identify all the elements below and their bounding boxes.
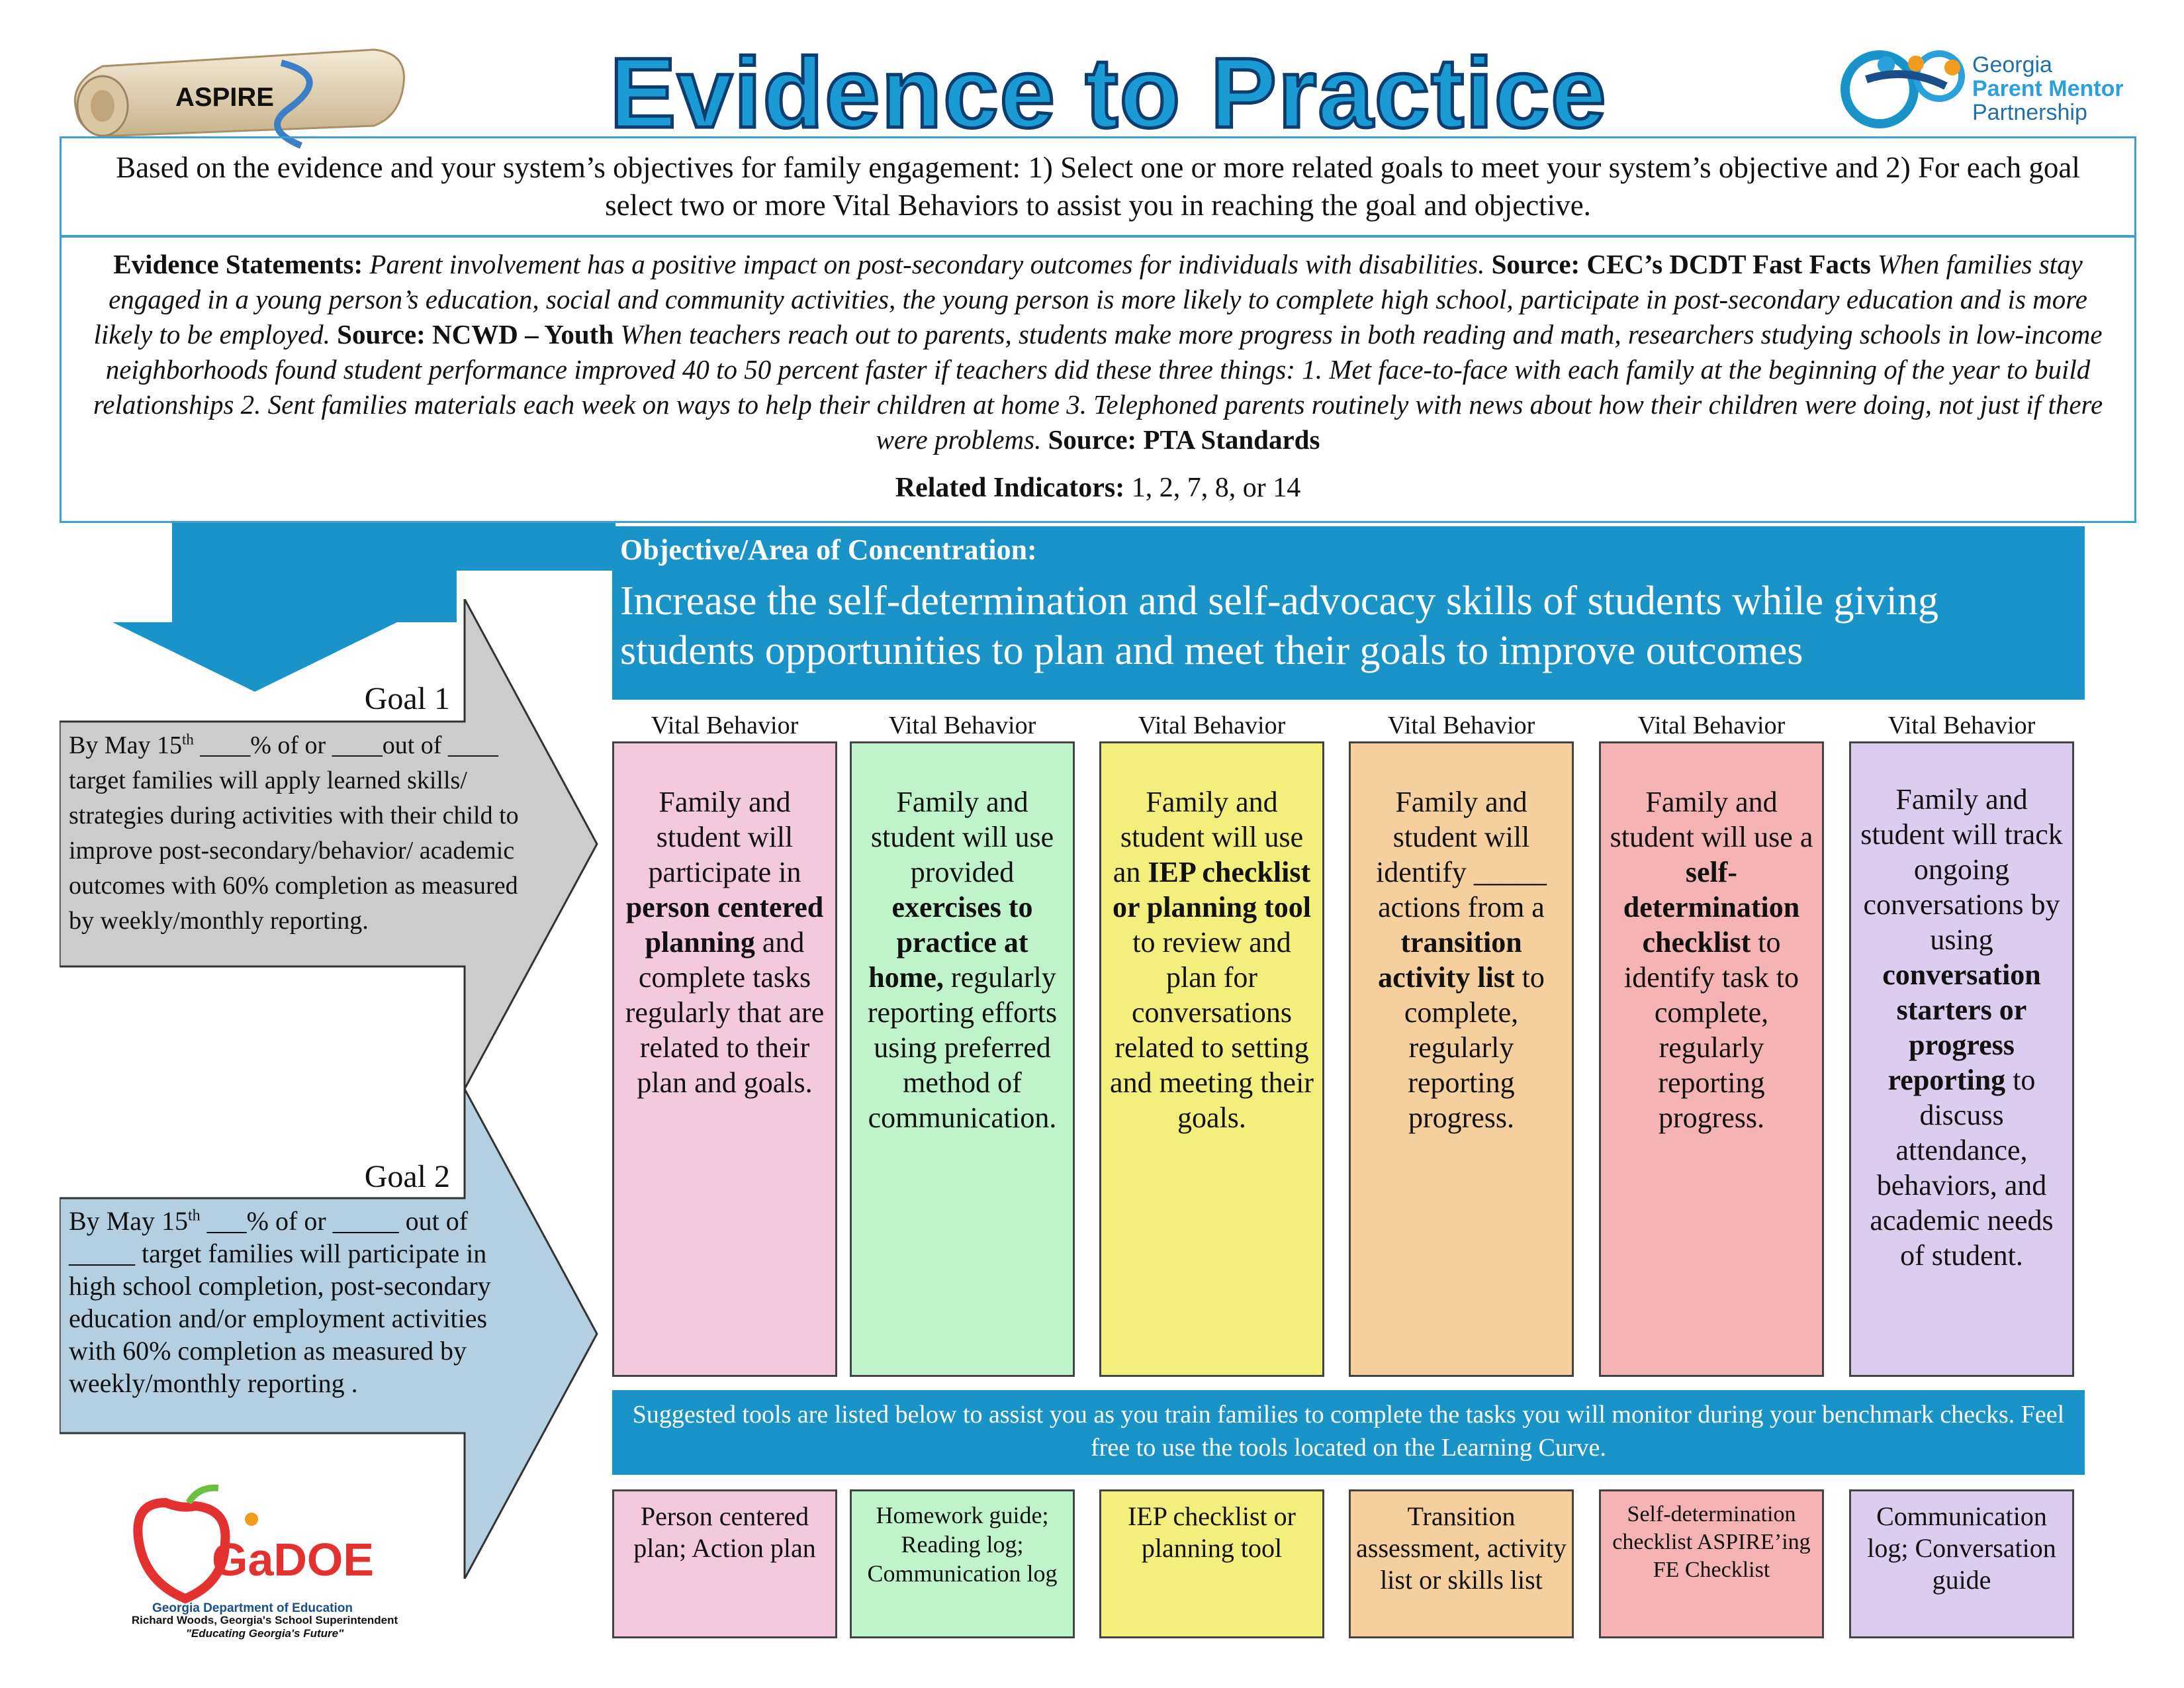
vital-behavior-1: Family and student will participate in person centered planning and complete tasks regularly that are related to their plan and goals.	[612, 741, 837, 1377]
vital-behavior-heading: Vital Behavior	[651, 712, 799, 739]
instructions-text: Based on the evidence and your system’s objectives for family engagement: 1) Select one or more related goals to meet your system’s objective and 2) For each goal select two or more Vital Behaviors to assist you in reaching the goal and objective.	[116, 151, 2080, 222]
objective-text: Increase the self-determination and self-advocacy skills of students while giving students opportunities to plan and meet their goals to improve outcomes	[620, 579, 1938, 673]
vital-behavior-heading: Vital Behavior	[1138, 712, 1286, 739]
motto: "Educating Georgia's Future"	[185, 1627, 344, 1640]
evidence-source-3: Source: PTA Standards	[1048, 424, 1320, 455]
evidence-box	[60, 236, 2136, 523]
instructions-box	[60, 136, 2136, 237]
tools-banner: Suggested tools are listed below to assist you as you train families to complete the tasks you will monitor during your benchmark checks. Feel free to use the tools located on the Learning Curve.	[612, 1390, 2085, 1475]
scroll-icon	[63, 36, 420, 149]
vital-behavior-5: Family and student will use a self-determination checklist to identify task to complete, regularly reporting progress.	[1599, 741, 1824, 1377]
tool-4: Transition assessment, activity list or skills list	[1349, 1489, 1574, 1638]
vital-behavior-6: Family and student will track ongoing conversations by using conversation starters or progress reporting to discuss attendance, behaviors, and academic needs of student.	[1849, 741, 2074, 1377]
tool-3: IEP checklist or planning tool	[1099, 1489, 1324, 1638]
evidence-statement-3: When teachers reach out to parents, students make more progress in both reading and math, researchers studying schools in low-income neighborhoods found student performance improved 40 to 50 percent faster if teachers did these three things: 1. Met face-to-face with each family at the beginning of the year to build relationships 2. Sent families materials each week on ways to help their children at home 3. Telephoned parents routinely with news about how their children were doing, not just if there were problems.	[93, 319, 2103, 455]
vital-behavior-heading: Vital Behavior	[888, 712, 1036, 739]
evidence-statement-2: When families stay engaged in a young person’s education, social and community activities, the young person is more likely to complete high school, participate in post-secondary education and is more likely to be employed.	[93, 249, 2087, 350]
goal-2-label: Goal 2	[364, 1159, 450, 1194]
gpmp-text: Georgia Parent Mentor Partnership	[1972, 52, 2124, 125]
objective-banner	[612, 526, 2085, 700]
goal-1-text: By May 15th ____% of or ____out of ____ target families will apply learned skills/ strategies during activities with their child to improve post-secondary/behavior/ academic outcomes with 60% completion as measured by weekly/monthly reporting.	[69, 731, 519, 935]
objective-label: Objective/Area of Concentration:	[620, 534, 1037, 566]
superintendent: Richard Woods, Georgia's School Superintendent	[131, 1614, 398, 1626]
vital-behavior-heading: Vital Behavior	[1387, 712, 1535, 739]
gadoe-logo	[126, 1483, 404, 1628]
goal-2-text: By May 15th ___% of or _____ out of _____ target families will participate in high school completion, post-secondary education and/or employment activities with 60% completion as measured by weekly/monthly reporting .	[69, 1206, 491, 1398]
aspire-logo	[63, 36, 420, 149]
gadoe-wordmark: GaDOE	[212, 1534, 375, 1585]
aspire-label: ASPIRE	[175, 83, 274, 112]
gadoe-caption	[106, 1614, 424, 1640]
vital-behavior-heading: Vital Behavior	[1888, 712, 2036, 739]
evidence-source-1: Source: CEC’s DCDT Fast Facts	[1491, 249, 1871, 279]
gadoe-department: Georgia Department of Education	[152, 1601, 353, 1615]
tool-1: Person centered plan; Action plan	[612, 1489, 837, 1638]
related-indicators: Related Indicators: 1, 2, 7, 8, or 14	[895, 473, 1301, 503]
evidence-statement-1: Parent involvement has a positive impact on post-secondary outcomes for individuals with disabilities.	[369, 249, 1485, 279]
vital-behavior-4: Family and student will identify _____ actions from a transition activity list to complete, regularly reporting progress.	[1349, 741, 1574, 1377]
tool-2: Homework guide; Reading log; Communication log	[850, 1489, 1075, 1638]
evidence-source-2: Source: NCWD – Youth	[337, 319, 614, 350]
vital-behavior-3: Family and student will use an IEP checklist or planning tool to review and plan for conversations related to setting and meeting their goals.	[1099, 741, 1324, 1377]
goal-1-label: Goal 1	[364, 681, 450, 716]
apple-icon	[126, 1483, 404, 1615]
gpmp-logo	[1840, 40, 2151, 139]
vital-behavior-2: Family and student will use provided exercises to practice at home, regularly reporting efforts using preferred method of communication.	[850, 741, 1075, 1377]
people-icon	[1840, 40, 1972, 139]
tool-5: Self-determination checklist ASPIRE’ing FE Checklist	[1599, 1489, 1824, 1638]
page-title: Evidence to Practice	[610, 37, 1608, 148]
tool-6: Communication log; Conversation guide	[1849, 1489, 2074, 1638]
vital-behavior-heading: Vital Behavior	[1637, 712, 1786, 739]
evidence-statements: Evidence Statements: Parent involvement has a positive impact on post-secondary outcomes for individuals with disabilities. Source: CEC’s DCDT Fast Facts When families stay engaged in a young person’s education, social and community activities, the young person is more likely to complete high school, participate in post-secondary education and is more likely to be employed. Source: NCWD – Youth When teachers reach out to parents, students make more progress in both reading and math, researchers studying schools in low-income neighborhoods found student performance improved 40 to 50 percent faster if teachers did these three things: 1. Met face-to-face with each family at the beginning of the year to build relationships 2. Sent families materials each week on ways to help their children at home 3. Telephoned parents routinely with news about how their children were doing, not just if there were problems. Source: PTA Standards	[93, 249, 2103, 455]
